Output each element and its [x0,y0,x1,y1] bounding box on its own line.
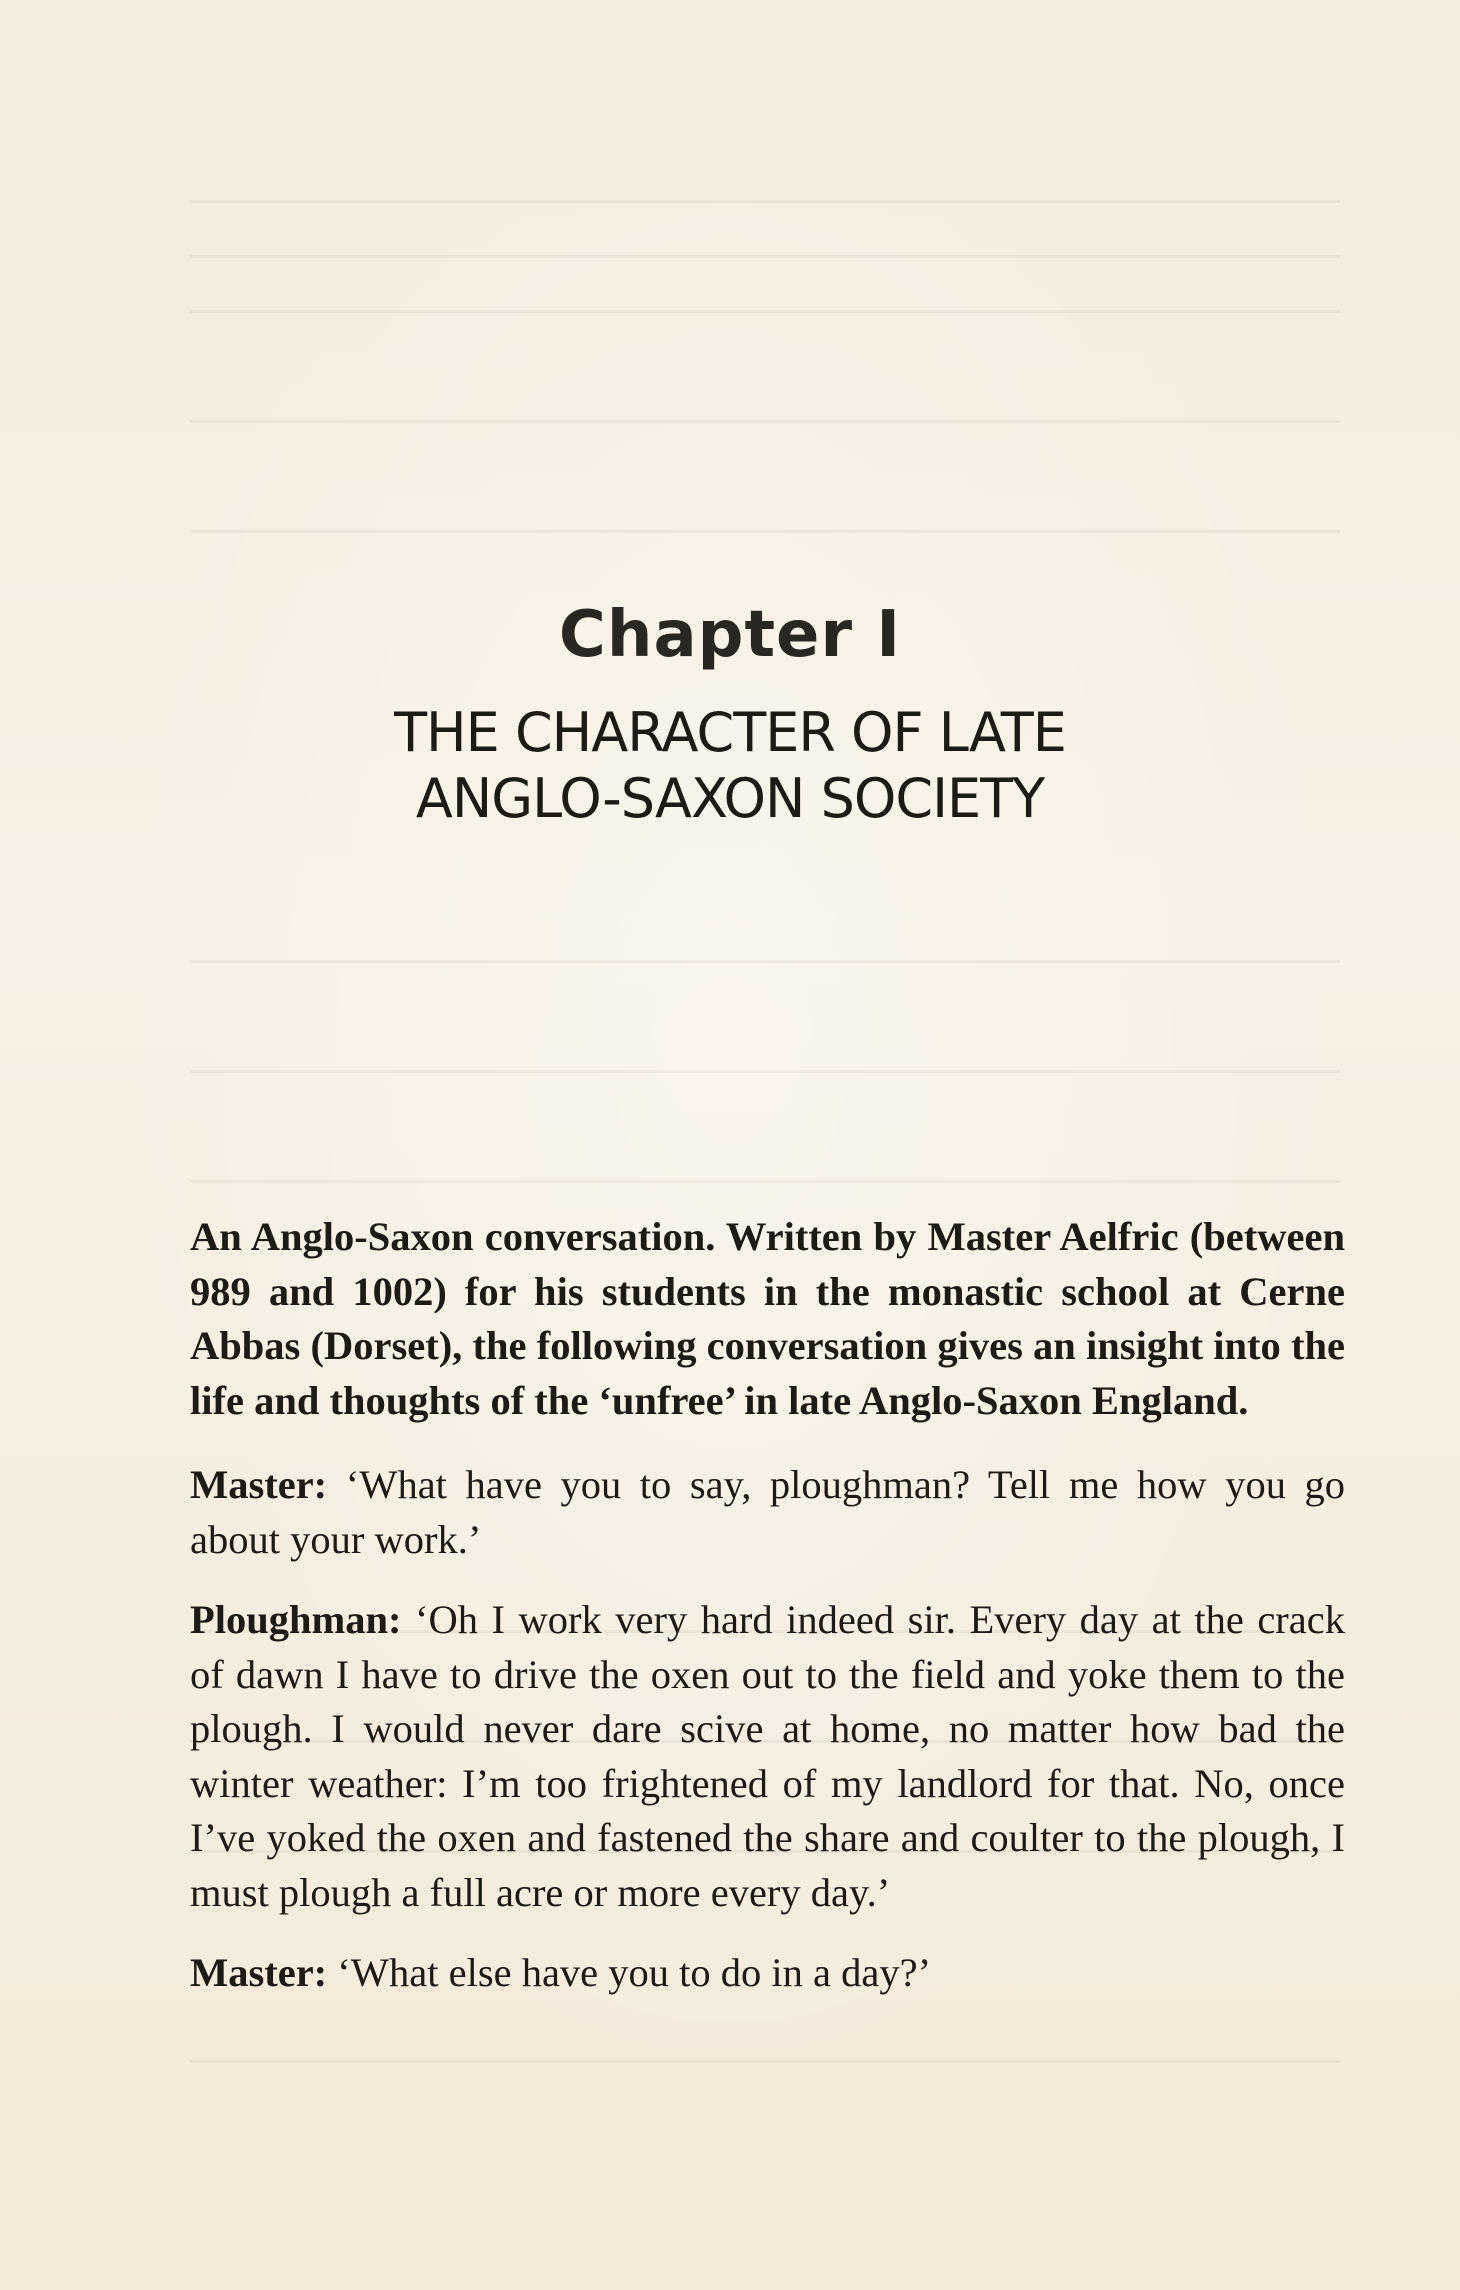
bleed-through-line [190,530,1340,533]
speech-text: ‘What else have you to do in a day?’ [337,1950,932,1995]
body-text [190,1210,1345,2027]
bleed-through-line [190,1180,1340,1183]
speaker-label: Ploughman: [190,1597,402,1642]
bleed-through-line [190,200,1340,203]
dialogue-paragraph [190,1593,1345,1920]
intro-paragraph: An Anglo-Saxon conversation. Written by Master Aelfric (between 989 and 1002) for his students in the monastic school at Cerne Abbas (Dorset), the following conversation gives an insight into the life and thoughts of the ‘unfree’ in late Anglo-Saxon England. [190,1214,1345,1423]
bleed-through-line [190,2060,1340,2063]
chapter-title-line-2: ANGLO-SAXON SOCIETY [415,767,1045,830]
bleed-through-line [190,310,1340,313]
bleed-through-line [190,255,1340,258]
dialogue-paragraph [190,1458,1345,1567]
dialogue-paragraph [190,1946,1345,2001]
bleed-through-line [190,420,1340,423]
bleed-through-line [190,960,1340,963]
speaker-label: Master: [190,1950,328,1995]
speech-text: ‘Oh I work very hard indeed sir. Every day at the crack of dawn I have to drive the oxen out to the field and yoke them to the plough. I would never dare scive at home, no matter how bad the winter weather: I’m too frightened of my landlord for that. No, once I’ve yoked the oxen and fastened the share and coulter to the plough, I must plough a full acre or more every day.’ [190,1597,1345,1915]
chapter-title [0,700,1460,832]
chapter-label: Chapter I [558,598,902,672]
chapter-heading [0,590,1460,832]
chapter-title-line-1: THE CHARACTER OF LATE [394,701,1066,764]
speaker-label: Master: [190,1462,328,1507]
speech-text: ‘What have you to say, ploughman? Tell me how you go about your work.’ [190,1462,1346,1562]
bleed-through-line [190,1070,1340,1073]
